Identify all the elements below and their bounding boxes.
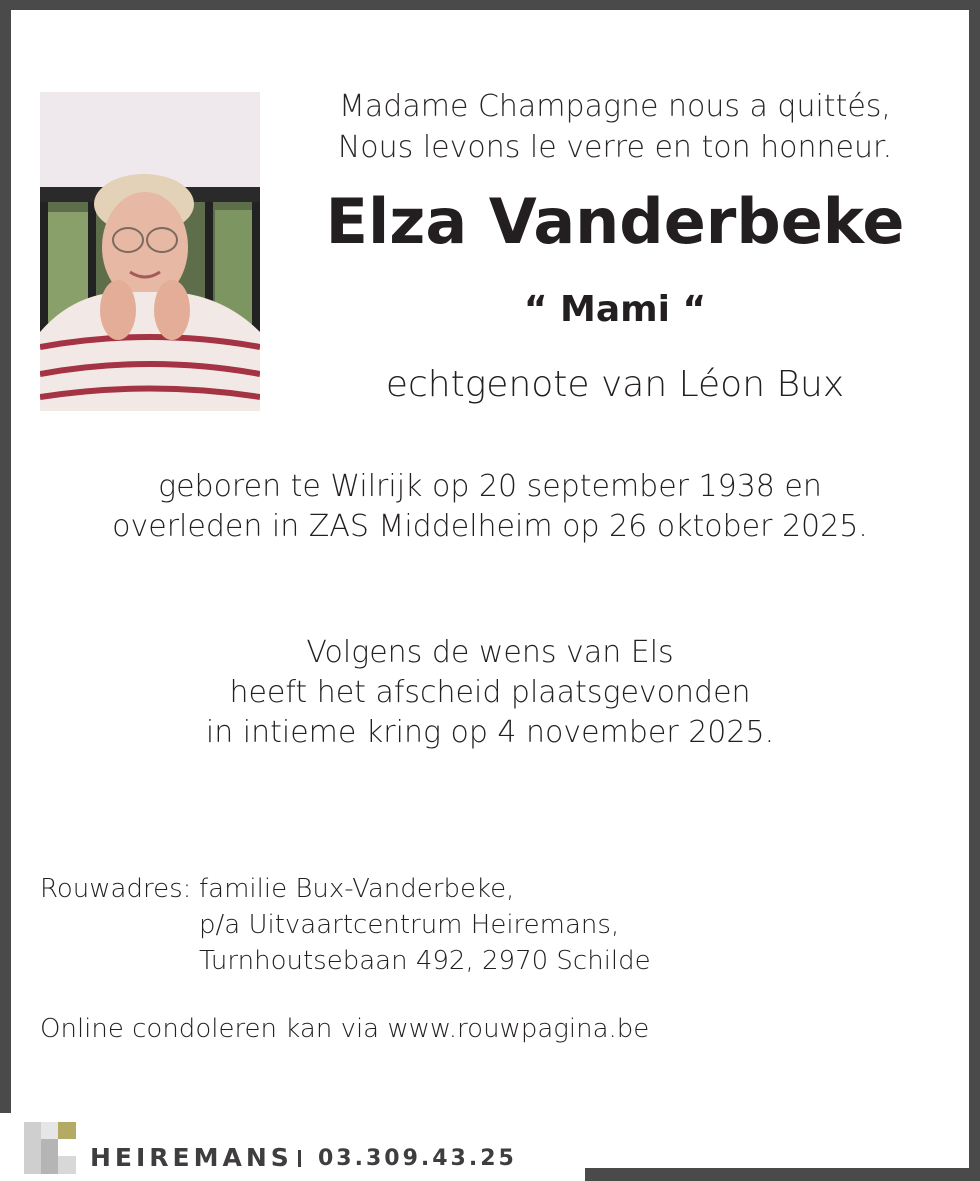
spouse-line: echtgenote van Léon Bux [385, 364, 845, 405]
address-line-3: Turnhoutsebaan 492, 2970 Schilde [199, 946, 651, 976]
address-line-1: familie Bux-Vanderbeke, [199, 874, 515, 904]
verse-line-2: Nous levons le verre en ton honneur. [337, 130, 893, 165]
mourning-address [40, 871, 651, 979]
frame-left-border [0, 0, 11, 1113]
frame-top-border [0, 0, 980, 10]
verse-line-1: Madame Champagne nous a quittés, [339, 89, 891, 124]
farewell-line-2: heeft het afscheid plaatsgevonden [229, 675, 751, 710]
address-label: Rouwadres: [40, 874, 192, 904]
brand-name: HEIREMANS [90, 1143, 293, 1172]
deceased-name: Elza Vanderbeke [325, 185, 905, 258]
portrait-photo [40, 92, 260, 411]
farewell-line-3: in intieme kring op 4 november 2025. [205, 715, 775, 750]
frame-bottom-border [585, 1168, 980, 1181]
birth-line: geboren te Wilrijk op 20 september 1938 en [158, 469, 822, 504]
heiremans-logo-icon [24, 1122, 76, 1174]
brand-phone: 03.309.43.25 [318, 1146, 517, 1171]
death-line: overleden in ZAS Middelheim op 26 oktober 2025. [112, 509, 868, 544]
brand-separator [298, 1150, 301, 1167]
verse [300, 86, 930, 168]
deceased-nickname: “ Mami “ [523, 289, 707, 330]
birth-death-dates [0, 467, 980, 547]
frame-right-border [969, 0, 980, 1181]
farewell-line-1: Volgens de wens van Els [306, 635, 674, 670]
farewell-notice [0, 633, 980, 753]
condolence-text: Online condoleren kan via www.rouwpagina.be [40, 1014, 650, 1044]
address-line-2: p/a Uitvaartcentrum Heiremans, [199, 910, 620, 940]
